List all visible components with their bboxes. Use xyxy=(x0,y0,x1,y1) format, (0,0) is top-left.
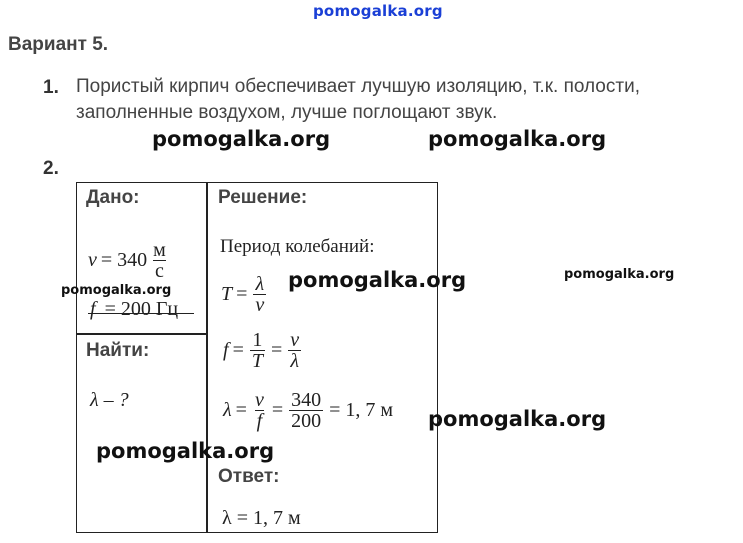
fraction-one-over-T xyxy=(250,330,265,371)
given-header: Дано: xyxy=(86,187,140,208)
denominator-200: 200 xyxy=(291,410,322,432)
velocity-unit xyxy=(151,240,168,281)
denominator-lambda: λ xyxy=(290,350,300,372)
velocity-symbol: v xyxy=(88,249,97,271)
denominator-T: T xyxy=(251,350,263,372)
frequency-symbol: f xyxy=(90,298,96,320)
denominator-v: v xyxy=(255,294,265,316)
period-label: Период колебаний: xyxy=(220,236,375,257)
velocity-value: = 340 xyxy=(100,249,148,271)
item-1-line-2: заполненные воздухом, лучше поглощают звук. xyxy=(76,102,498,123)
watermark-3: pomogalka.org xyxy=(96,439,275,463)
numerator-340: 340 xyxy=(291,389,322,411)
answer-expression: λ = 1, 7 м xyxy=(222,507,301,529)
equals-sign: = xyxy=(236,283,248,305)
formula-frequency xyxy=(223,330,303,371)
item-1-number: 1. xyxy=(43,77,59,98)
find-header: Найти: xyxy=(86,340,150,361)
answer-header: Ответ: xyxy=(218,466,280,487)
denominator-f: f xyxy=(256,410,263,432)
item-1-text xyxy=(76,74,640,126)
numerator-lambda: λ xyxy=(255,273,265,295)
fraction-lambda-over-v xyxy=(253,274,266,315)
equals-sign: = xyxy=(235,399,247,421)
numerator-one: 1 xyxy=(252,329,263,351)
equals-sign: = xyxy=(232,339,244,361)
watermark-small-right: pomogalka.org xyxy=(564,267,675,282)
table-horizontal-divider xyxy=(76,333,207,335)
wavelength-result: = 1, 7 м xyxy=(329,399,394,421)
velocity-unit-denominator: с xyxy=(155,260,164,282)
formula-wavelength xyxy=(223,390,393,431)
fraction-340-over-200 xyxy=(289,390,323,431)
item-1-line-1: Пористый кирпич обеспечивает лучшую изоляцию, т.к. полости, xyxy=(76,76,640,97)
frequency-value: = 200 Гц xyxy=(104,298,179,320)
watermark-4: pomogalka.org xyxy=(288,268,467,292)
formula-period xyxy=(221,274,268,315)
watermark-2: pomogalka.org xyxy=(428,127,607,151)
numerator-v: v xyxy=(254,389,264,411)
fraction-v-over-lambda xyxy=(288,330,301,371)
given-frequency xyxy=(90,298,178,321)
find-expression: λ – ? xyxy=(90,389,129,411)
watermark-small-left: pomogalka.org xyxy=(61,283,172,298)
watermark-5: pomogalka.org xyxy=(428,407,607,431)
watermark-1: pomogalka.org xyxy=(152,127,331,151)
equals-sign: = xyxy=(271,399,284,421)
frequency-symbol-2: f xyxy=(223,339,229,361)
item-2-number: 2. xyxy=(43,158,59,179)
solution-header: Решение: xyxy=(218,187,308,208)
lambda-symbol: λ xyxy=(223,399,232,421)
equals-sign: = xyxy=(270,339,283,361)
given-velocity xyxy=(88,240,170,281)
period-symbol: T xyxy=(221,283,233,305)
fraction-v-over-f xyxy=(253,390,266,431)
velocity-unit-numerator: м xyxy=(153,239,166,261)
variant-title: Вариант 5. xyxy=(8,34,109,55)
watermark-top: pomogalka.org xyxy=(313,2,443,20)
numerator-v: v xyxy=(290,329,300,351)
table-vertical-divider xyxy=(206,182,208,533)
